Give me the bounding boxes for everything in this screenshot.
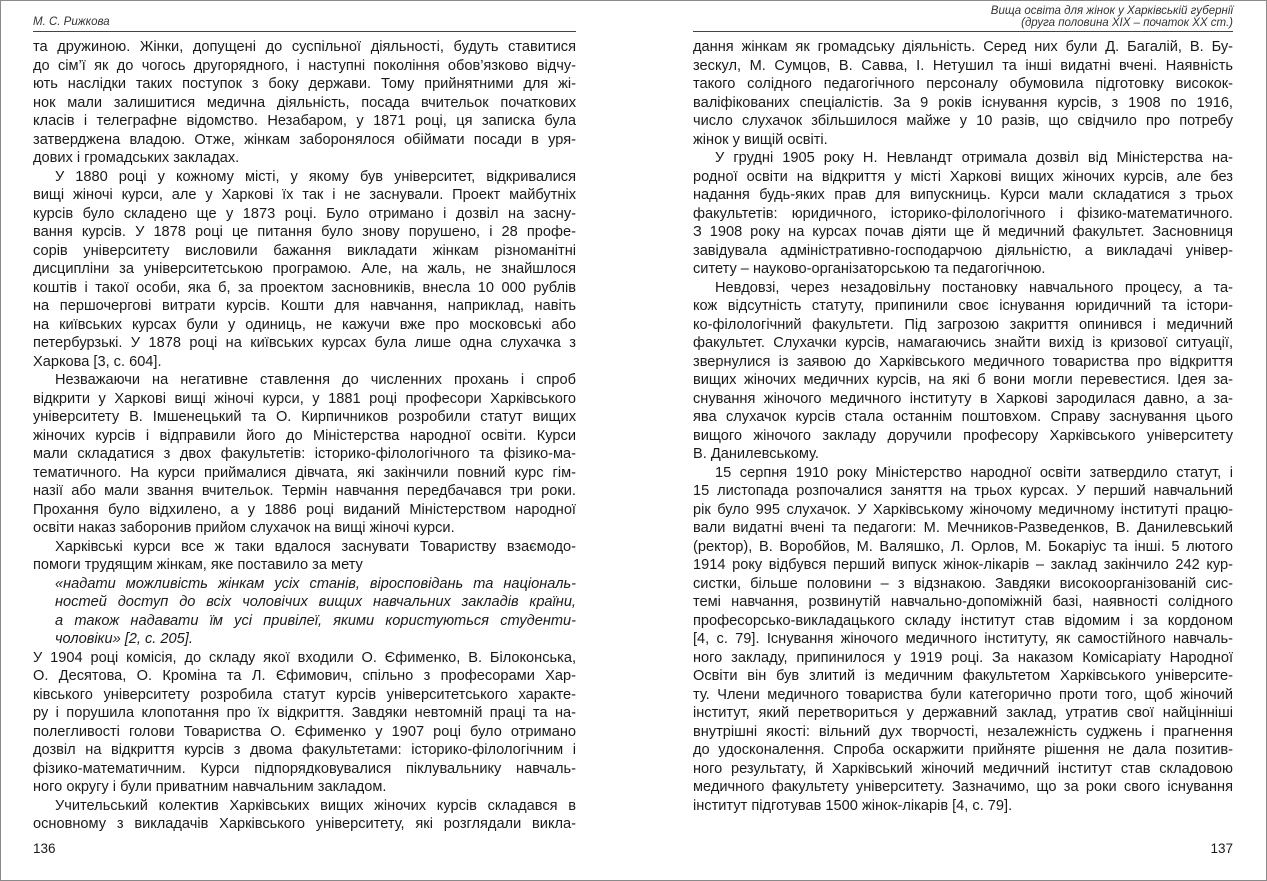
text-line: родної освіти на відкриття у місті Харкові вищих жіночих курсів, але без — [693, 168, 1233, 185]
text-line: ситету – науково-організаторською та педагогічною. — [693, 261, 1046, 277]
text-line: нок мали залишитися медична діяльність, посада вчительок початкових — [33, 94, 576, 111]
text-line: чоловіки» [2, с. 205]. — [55, 631, 193, 647]
text-line: ного результату, й Харківський жіночий медичний інститут став складовою — [693, 760, 1233, 777]
text-line: зескул, М. Сумцов, В. Савва, І. Нетушил та інші видатні вчені. Наявність — [693, 57, 1233, 74]
text-line: надання будь-яких прав для випускниць. Курси мали складатися з трьох — [693, 187, 1233, 203]
page-body — [33, 38, 576, 834]
paragraph — [693, 38, 1233, 149]
text-line: рік було 995 слухачок. У Харківському жіночому медичному інституті працю- — [693, 501, 1233, 518]
text-line: жінок у вищій освіті. — [693, 131, 828, 148]
text-line: петербурзькі. У 1878 році на київських курсах була лише одна слухачка з — [33, 335, 576, 351]
paragraph — [693, 149, 1233, 279]
text-line: курсів було складено ще у 1873 році. Було отримано і дозвіл на засну- — [33, 205, 576, 222]
text-line: на київських курсах були у одиниць, не кажучи вже про московські або — [33, 316, 576, 333]
page-left — [33, 0, 576, 881]
text-line: кож відсутність статуту, припинили своє існування юридичний та істори- — [693, 298, 1233, 314]
text-line: ту. Члени медичного товариства були категорично проти того, щоб жіночий — [693, 686, 1233, 703]
text-line: фізико-математичним. Курси підпорядковувалися піклувальнику навчаль- — [33, 760, 576, 777]
text-line: звернулися із заявою до Харківського медичного товариства про відкриття — [693, 353, 1233, 370]
text-line: Невдовзі, через незадовільну постановку навчального процесу, а та- — [715, 279, 1233, 296]
paragraph — [33, 371, 576, 538]
text-line: основному з викладачів Харківського університету, які розглядали викла- — [33, 816, 576, 832]
text-line: О. Десятова, О. Кроміна та Л. Єфимович, спільно з професорами Хар- — [33, 668, 576, 684]
paragraph — [33, 649, 576, 797]
text-line: освіти наказ заборонив прийом слухачок на вищі жіночі курси. — [33, 520, 455, 536]
text-line: число слухачок збільшилося майже у 10 разів, що свідчило про потребу — [693, 113, 1233, 129]
text-line: ного закладу, припинилося у 1919 році. За наказом Комісаріату Народної — [693, 649, 1233, 666]
running-header — [33, 0, 576, 32]
header-title-line: (друга половина XIX – початок XX ст.) — [1021, 17, 1233, 29]
page-right — [693, 0, 1233, 881]
page-number: 137 — [1210, 841, 1233, 856]
text-line: сорів університету висловили бажання викладати жінкам різноманітні — [33, 242, 576, 259]
paragraph — [33, 538, 576, 575]
text-line: «надати можливість жінкам усіх станів, віросповідань та національ- — [55, 575, 576, 592]
text-line: ко-філологічний факультети. Під загрозою закриття опинився і медичний — [693, 316, 1233, 333]
text-line: валіфікованих спеціалістів. За 9 років існування курсів, з 1908 по 1916, — [693, 94, 1233, 111]
text-line: вищого жіночого закладу доручили професору Харківського університету — [693, 427, 1233, 444]
header-title — [991, 5, 1233, 29]
page-number: 136 — [33, 841, 56, 856]
text-line: У грудні 1905 року Н. Невландт отримала дозвіл від Міністерства на- — [715, 150, 1233, 166]
text-line: дозвіл на відкриття курсів з двома факультетами: історико-філологічним і — [33, 742, 576, 758]
text-line: тематичного. На курси приймалися дівчата, які закінчили повний курс гім- — [33, 464, 576, 481]
text-line: медичного факультету університету. Зазначимо, що за роки свого існування — [693, 779, 1233, 795]
text-line: 1914 року відбувся перший випуск жінок-лікарів – заклад закінчило 242 кур- — [693, 557, 1233, 573]
text-line: У 1880 році у кожному місті, у якому був університет, відкривалися — [55, 168, 576, 185]
text-line: З 1908 року на курсах почав діяти ще й медичний факультет. Засновниця — [693, 224, 1233, 240]
text-line: та дружиною. Жінки, допущені до суспільної діяльності, будуть ставитися — [33, 39, 576, 55]
text-line: вання курсів. У 1878 році це питання було знову порушено, і 28 профе- — [33, 224, 576, 240]
paragraph — [33, 168, 576, 372]
text-line: відкрити у Харкові вищі жіночі курси, у 1881 році професори Харківського — [33, 390, 576, 407]
text-line: на першочергові витрати курсів. Кошти для навчання, наприклад, навіть — [33, 298, 576, 314]
paragraph — [33, 38, 576, 168]
text-line: (ректор), В. Воробйов, М. Валяшко, Л. Орлов, М. Бокаріус та інші. 5 лютого — [693, 538, 1233, 555]
block-quote — [33, 575, 576, 649]
text-line: назії або мали звання вчительок. Термін навчання передбачався три роки. — [33, 483, 576, 499]
text-line: вищі жіночі курси, але у Харкові їх так і не заснували. Проект майбутніх — [33, 187, 576, 203]
header-author: М. С. Рижкова — [33, 16, 110, 28]
text-line: коштів і такої особи, яка б, за проектом засновників, внесла 10 000 рублів — [33, 279, 576, 296]
text-line: ностей доступ до всіх чоловічих вищих навчальних закладів країни, — [55, 594, 576, 610]
text-line: класів і телеграфне відомство. Незабаром, у 1871 році, ця записка була — [33, 113, 576, 129]
text-line: Харківські курси все ж таки вдалося заснувати Товариству взаємодо- — [55, 538, 576, 555]
running-header — [693, 0, 1233, 32]
text-line: а також надавати їм усі привілеї, якими користуються студенти- — [55, 612, 576, 629]
text-line: факультет. Слухачки курсів, намагаючись знайти вихід із кризової ситуації, — [693, 335, 1233, 351]
text-line: інститут, який перетвориться у державний заклад, утратив свої найцінніші — [693, 705, 1233, 721]
page-body — [693, 38, 1233, 815]
text-line: Харкова [3, с. 604]. — [33, 353, 162, 370]
text-line: 15 листопада розпочалися заняття на трьох курсах. У перший навчальний — [693, 483, 1233, 499]
text-line: такого солідного педагогічного персоналу обумовила підготовку високок- — [693, 76, 1233, 92]
text-line: дисципліни за університетською програмою. Але, на жаль, не знайшлося — [33, 261, 576, 277]
text-line: вищих жіночих медичних курсів, на які б вони могли перевестися. Ідея за- — [693, 372, 1233, 388]
text-line: темі навчання, розвинутій навчально-допоміжній базі, наявності солідного — [693, 594, 1233, 610]
text-line: дання жінкам як громадську діяльність. Серед них були Д. Багалій, В. Бу- — [693, 39, 1233, 55]
text-line: помоги трудящим жінкам, яке поставило за мету — [33, 557, 363, 573]
text-line: ківського університету розробила статут курсів університетського характе- — [33, 686, 576, 703]
text-line: У 1904 році комісія, до складу якої входили О. Єфименко, В. Білоконська, — [33, 649, 576, 666]
text-line: полегливості голови Товариства О. Єфименко у 1907 році було отримано — [33, 723, 576, 740]
text-line: ява слухачок курсів стала останнім поштовхом. Справу заснування цього — [693, 409, 1233, 425]
text-line: Незважаючи на негативне ставлення до численних прохань і спроб — [55, 372, 576, 388]
text-line: факультетів: юридичного, історико-філологічного і фізико-математичного. — [693, 205, 1233, 222]
text-line: професорсько-викладацького складу інститут став відомим і за кордоном — [693, 612, 1233, 629]
text-line: Учительський колектив Харківських вищих жіночих курсів складався в — [55, 797, 576, 814]
text-line: снування жіночого медичного інституту в Харкові зародилася давно, а за- — [693, 390, 1233, 407]
text-line: до сім’ї як до чогось другорядного, і наступні покоління обов’язково відчу- — [33, 57, 576, 74]
text-line: ного округу і були приватним навчальним закладом. — [33, 779, 387, 795]
text-line: дових і громадських закладах. — [33, 150, 240, 166]
text-line: інститут підготував 1500 жінок-лікарів [4, с. 79]. — [693, 797, 1013, 814]
text-line: Прохання було відхилено, а у 1886 році виданий Міністерством народної — [33, 501, 576, 518]
text-line: до удосконалення. Спроба оскаржити прийняте рішення не дала позитив- — [693, 742, 1233, 758]
text-line: систки, більше половини – з відзнакою. Завдяки високоорганізованій сис- — [693, 575, 1233, 592]
paragraph — [693, 279, 1233, 464]
paragraph — [33, 797, 576, 834]
text-line: Освіти він був злитий із медичним факультетом Харківського університе- — [693, 668, 1233, 684]
text-line: вали видатні вчені та педагоги: М. Мечников-Разведенков, В. Данилевський — [693, 520, 1233, 536]
text-line: ють наслідки таких поступок з боку держави. Тому прийнятними для жі- — [33, 76, 576, 92]
text-line: університету В. Імшенецький та О. Кирпичников розробили статут вищих — [33, 409, 576, 425]
text-line: мали складатися з двох факультетів: історико-філологічного та фізико-ма- — [33, 446, 576, 462]
text-line: 15 серпня 1910 року Міністерство народної освіти затвердило статут, і — [715, 464, 1233, 481]
text-line: [4, с. 79]. Існування жіночого медичного інституту, як самостійного навчаль- — [693, 631, 1233, 647]
header-title-line: Вища освіта для жінок у Харківській губернії — [990, 5, 1233, 17]
text-line: В. Данилевському. — [693, 446, 819, 462]
text-line: завідувала адміністративно-господарчою діяльністю, а викладачі універ- — [693, 242, 1233, 259]
text-line: затверджена владою. Отже, жінкам заборонялося обіймати посади в уря- — [33, 131, 576, 148]
text-line: жіночих курсів і відправили його до Міністерства народної освіти. Курси — [33, 427, 576, 444]
paragraph — [693, 464, 1233, 816]
text-line: внутрішні якості: вільний дух творчості, незалежність суджень і прагнення — [693, 723, 1233, 740]
text-line: ру і порушила клопотання про їх відкриття. Завдяки невтомній праці та на- — [33, 705, 576, 721]
